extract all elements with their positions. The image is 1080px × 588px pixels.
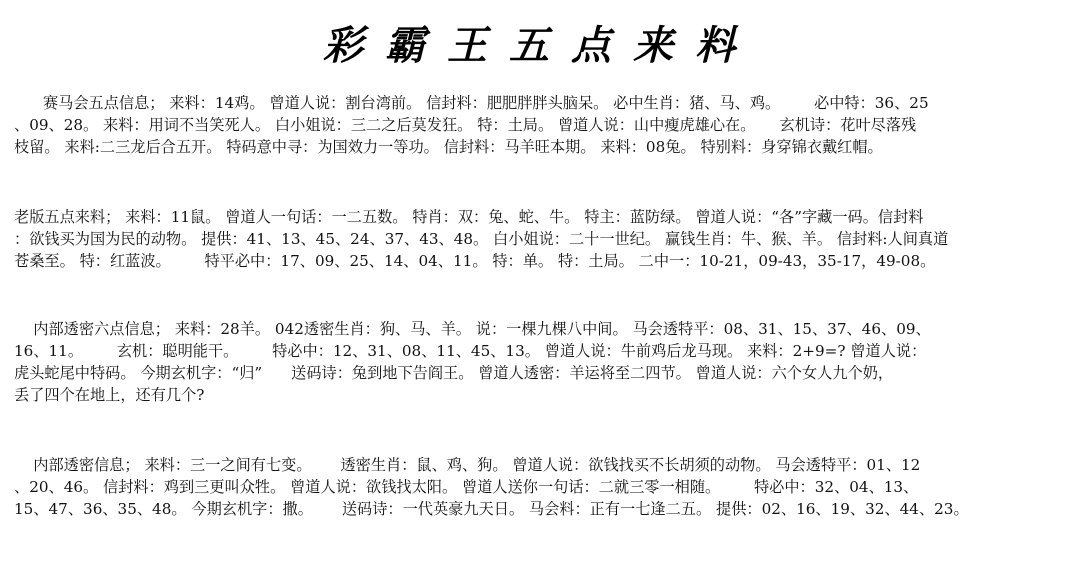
text-line: 虎头蛇尾中特码。 今期玄机字：“归” 送码诗：兔到地下告阎王。 曾道人透密：羊运将至二四节。 曾道人说：六个女人九个奶， — [14, 364, 894, 382]
text-line: 丢了四个在地上，还有几个? — [14, 386, 205, 404]
text-line: 16、11。 玄机：聪明能干。 特必中：12、31、08、11、45、13。 曾道人说：牛前鸡后龙马现。 来料：2+9=? 曾道人说： — [14, 342, 927, 360]
section-old-version-info — [14, 206, 1070, 272]
text-line: 枝留。 来料:二三龙后合五开。 特码意中寻：为国效力一等功。 信封料：马羊旺本期。 来料：08兔。 特别料：身穿锦衣戴红帽。 — [14, 138, 883, 156]
text-line: 内部透密信息； 来料：三一之间有七变。 透密生肖：鼠、鸡、狗。 曾道人说：欲钱找买不长胡须的动物。 马会透特平：01、12 — [14, 456, 921, 474]
section-five-point-info — [14, 92, 1070, 158]
text-line: 、20、46。 信封料：鸡到三更叫众牲。 曾道人说：欲钱找太阳。 曾道人送你一句话：二就三零一相随。 特必中：32、04、13、 — [14, 478, 919, 496]
text-line: 、09、28。 来料：用词不当笑死人。 白小姐说：三二之后莫发狂。 特：土局。 曾道人说：山中瘦虎雄心在。 玄机诗：花叶尽落残 — [14, 116, 917, 134]
section-internal-info — [14, 454, 1070, 520]
page-title: 彩霸王五点来料 — [323, 22, 757, 69]
section-internal-six-point-info — [14, 318, 1070, 406]
text-line: 苍桑至。 特：红蓝波。 特平必中：17、09、25、14、04、11。 特：单。 特：土局。 二中一：10-21，09-43，35-17，49-08。 — [14, 252, 936, 270]
text-line: 老版五点来料； 来料：11鼠。 曾道人一句话：一二五数。 特肖：双：兔、蛇、牛。 特主：蓝防绿。 曾道人说：“各”字藏一码。信封料 — [14, 208, 924, 226]
text-line: 赛马会五点信息； 来料：14鸡。 曾道人说：割台湾前。 信封料：肥肥胖胖头脑呆。 必中生肖：猪、马、鸡。 必中特：36、25 — [14, 94, 929, 112]
text-line: 15、47、36、35、48。 今期玄机字：撒。 送码诗：一代英豪九天日。 马会料：正有一七逢二五。 提供：02、16、19、32、44、23。 — [14, 500, 969, 518]
text-line: ：欲钱买为国为民的动物。 提供：41、13、45、24、37、43、48。 白小姐说：二十一世纪。 赢钱生肖：牛、猴、羊。 信封料:人间真道 — [14, 230, 949, 248]
text-line: 内部透密六点信息； 来料：28羊。 042透密生肖：狗、马、羊。 说：一棵九棵八中间。 马会透特平：08、31、15、37、46、09、 — [14, 320, 931, 338]
